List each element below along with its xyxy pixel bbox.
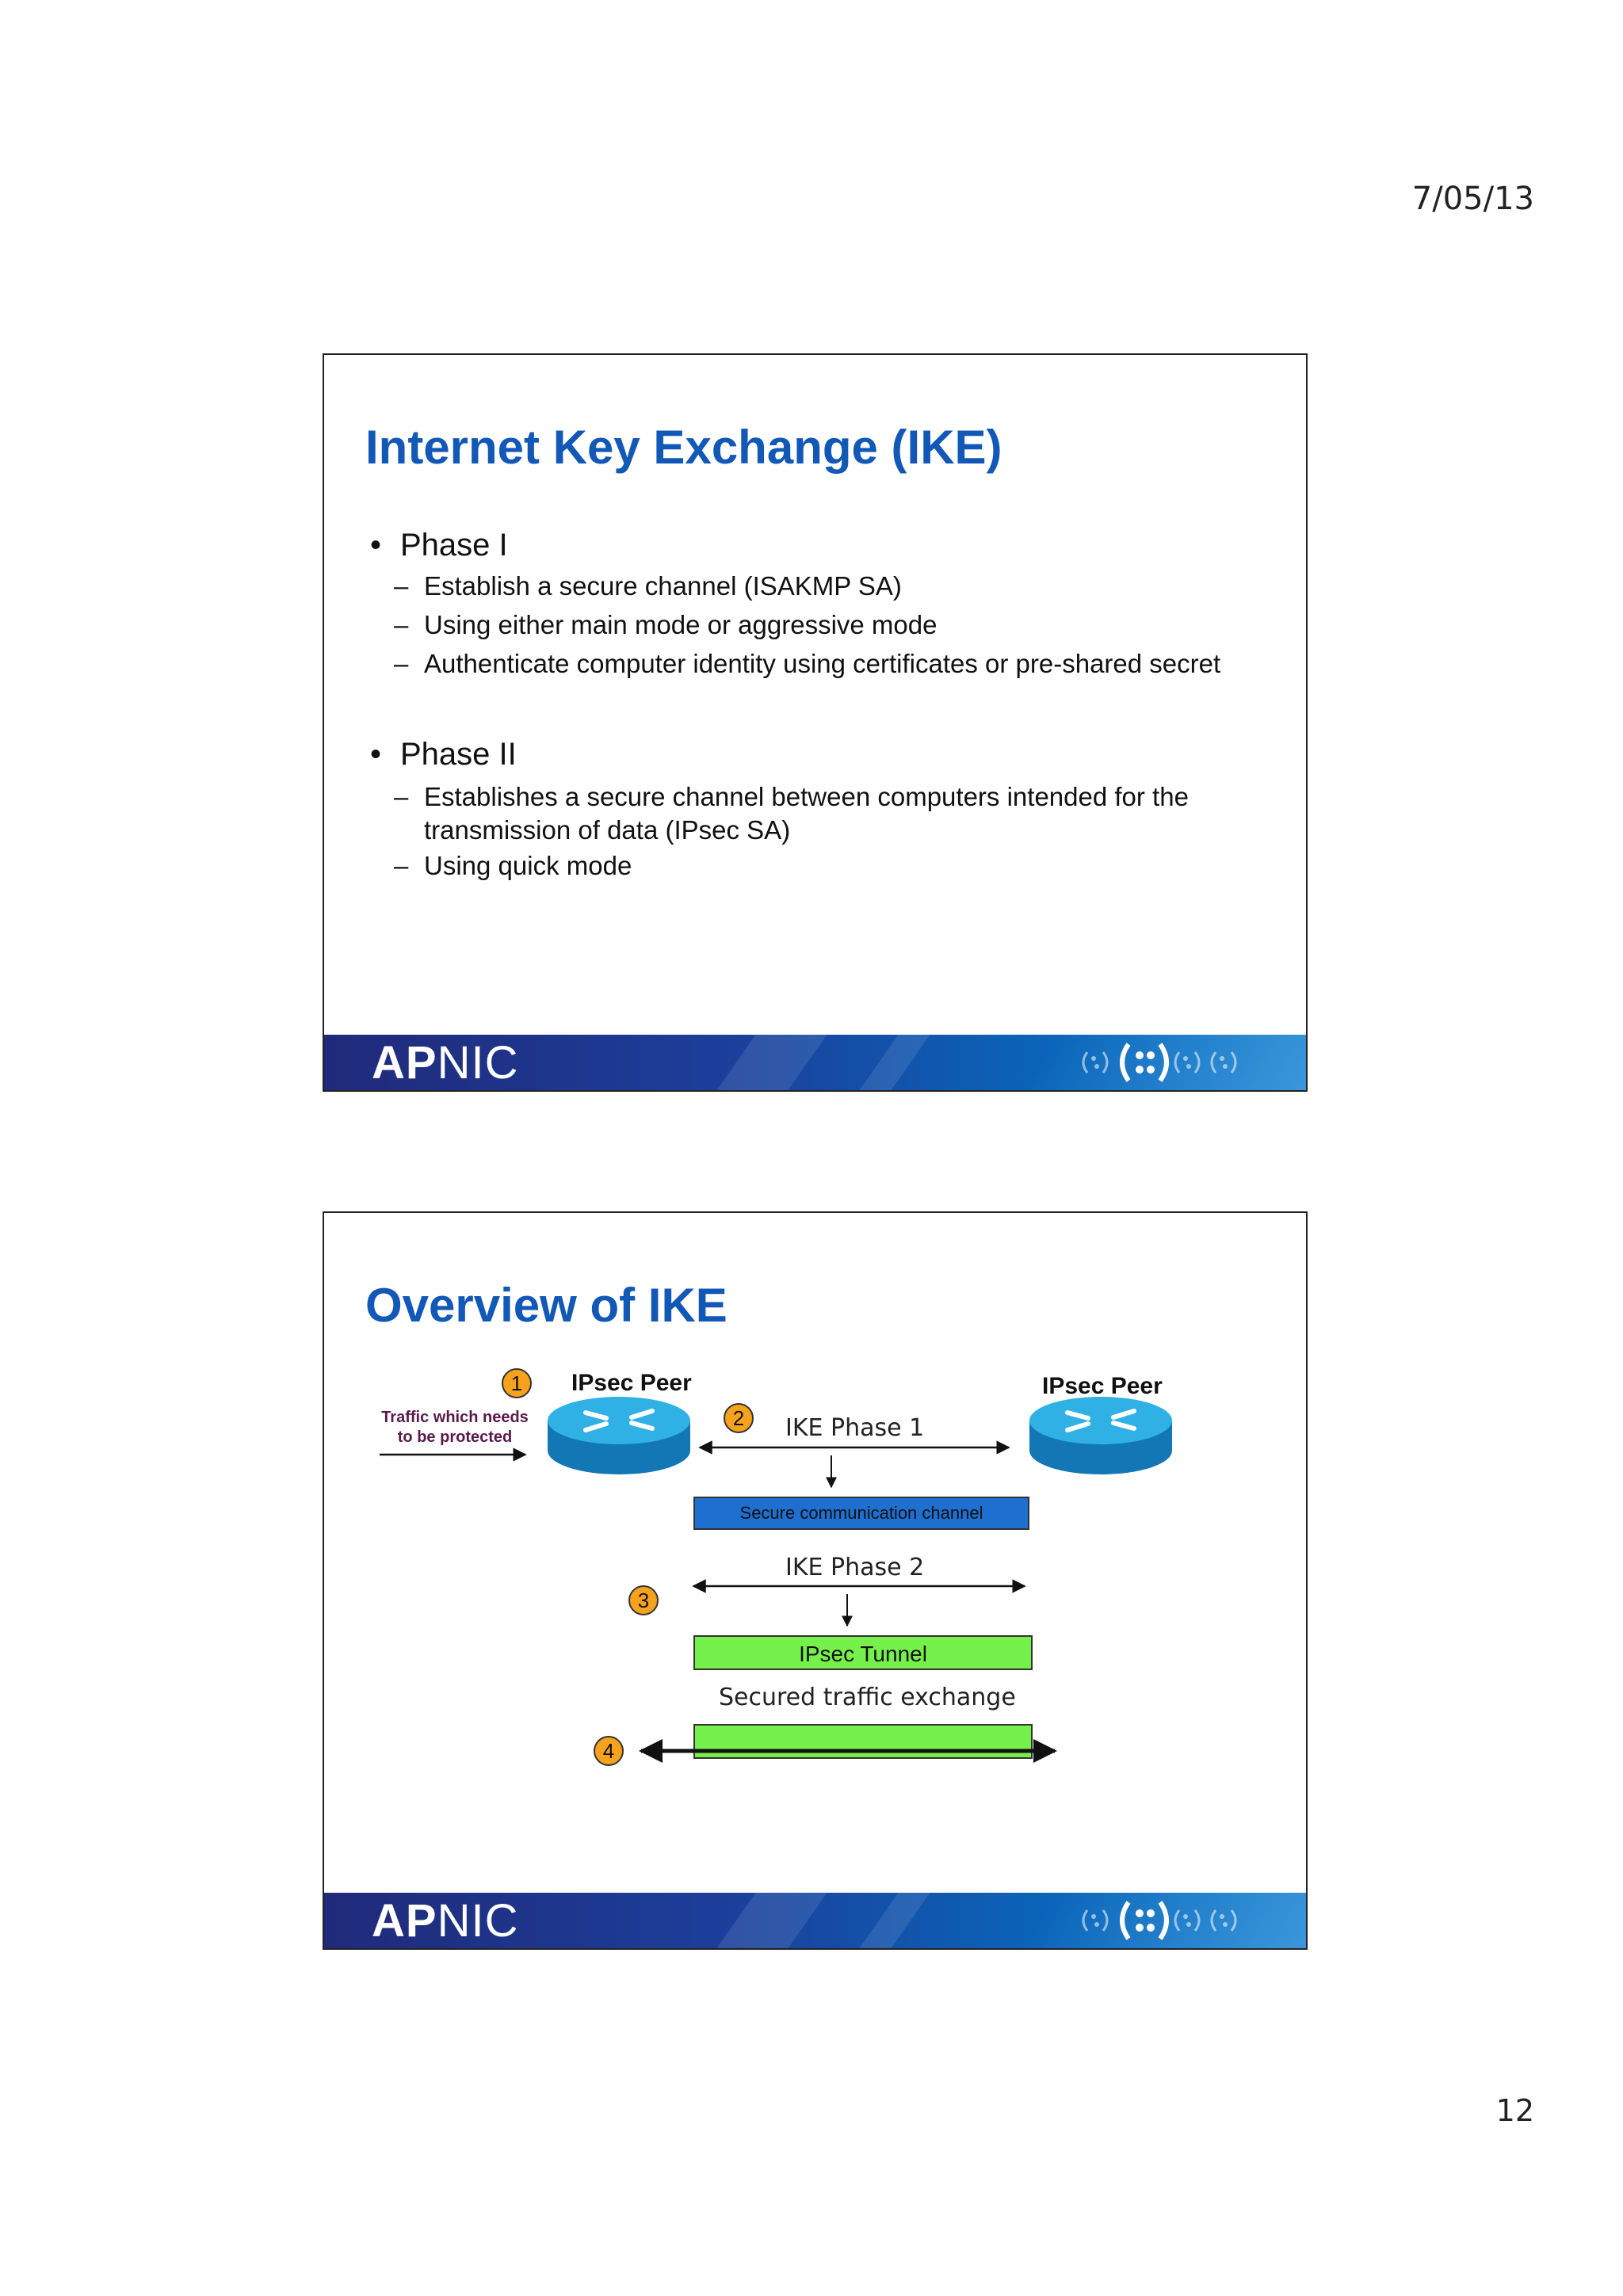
sub-item: – Establish a secure channel (ISAKMP SA) (394, 571, 902, 601)
apnic-footer (324, 1035, 1306, 1090)
sub-item: – Establishes a secure channel between computers intended for the transmission of data (IPsec SA) (394, 782, 1189, 845)
traffic-label: Traffic which needs to be protected (381, 1409, 529, 1446)
secured-traffic-bar (693, 1724, 1033, 1759)
peer-label-right: IPsec Peer (1042, 1373, 1163, 1399)
router-icon (548, 1397, 690, 1474)
apnic-logo: APNIC (372, 1895, 519, 1947)
peer-label-left: IPsec Peer (571, 1370, 692, 1396)
page-number: 12 (1495, 2093, 1534, 2128)
sub-item: – Using quick mode (394, 851, 632, 880)
secure-channel-box: Secure communication channel (693, 1497, 1029, 1530)
apnic-footer (324, 1893, 1306, 1948)
step-badge: 3 (628, 1585, 659, 1615)
slide-title: Overview of IKE (365, 1279, 727, 1332)
slide-ike (323, 353, 1308, 1092)
bullet-dot: • (370, 737, 382, 772)
bullet-label: Phase II (400, 737, 517, 772)
apnic-mark-icon (1076, 1041, 1258, 1084)
phase-2-label: IKE Phase 2 (785, 1554, 925, 1581)
ike-diagram (324, 1213, 1308, 1894)
page-date: 7/05/13 (1411, 181, 1534, 217)
bullet-phase-1 (370, 528, 508, 563)
slide-title: Internet Key Exchange (IKE) (365, 421, 1002, 474)
bullet-dot: • (370, 528, 382, 563)
secured-traffic-label: Secured traffic exchange (719, 1684, 1016, 1711)
router-icon (1029, 1397, 1172, 1474)
bullet-label: Phase I (400, 528, 508, 563)
step-badge: 4 (594, 1736, 624, 1766)
ipsec-tunnel-box: IPsec Tunnel (693, 1635, 1033, 1670)
apnic-logo: APNIC (372, 1037, 519, 1089)
sub-item: – Authenticate computer identity using certificates or pre-shared secret (394, 649, 1221, 678)
sub-item: – Using either main mode or aggressive mode (394, 610, 938, 639)
step-badge: 2 (724, 1403, 754, 1433)
phase-1-label: IKE Phase 1 (785, 1414, 925, 1442)
bullet-phase-2 (370, 737, 517, 772)
slide-ike-overview (323, 1211, 1308, 1950)
apnic-mark-icon (1076, 1899, 1258, 1942)
step-badge: 1 (502, 1368, 532, 1398)
